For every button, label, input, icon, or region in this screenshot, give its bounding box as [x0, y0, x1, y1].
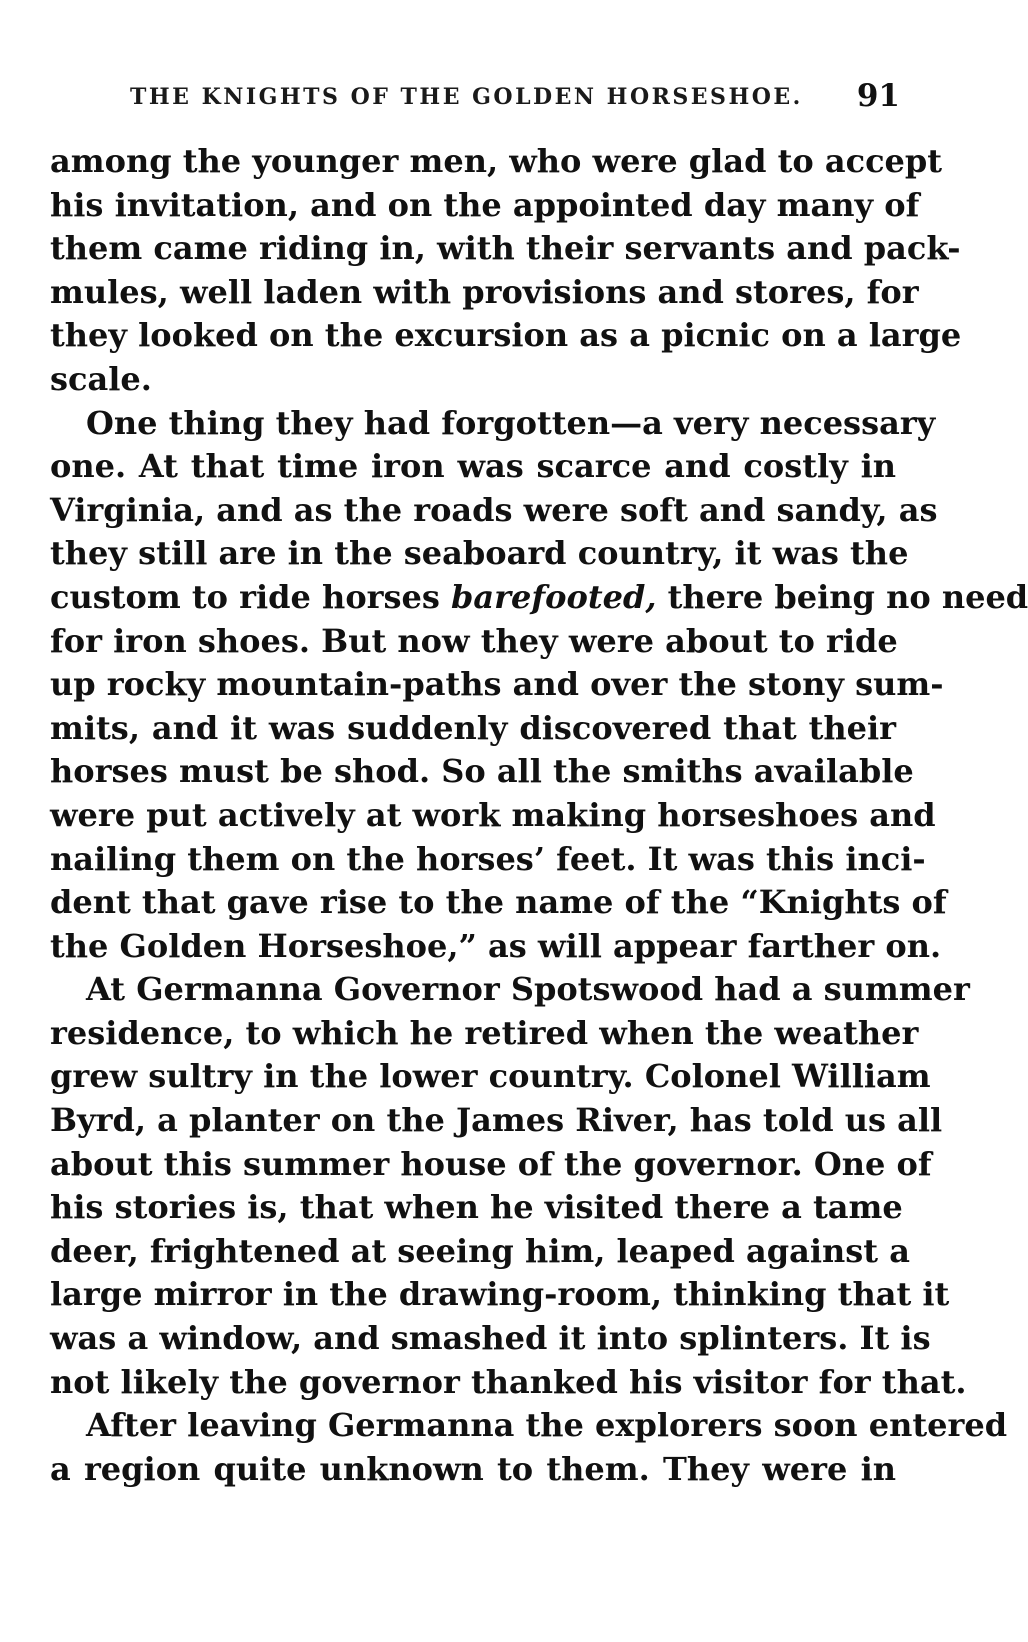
text-line: up rocky mountain-paths and over the stony sum-: [50, 665, 944, 704]
text-line: one. At that time iron was scarce and costly in: [50, 447, 896, 486]
running-header: [50, 78, 900, 118]
paragraph-first-line: At Germanna Governor Spotswood had a summer: [86, 970, 970, 1009]
text-line-with-italic: [50, 576, 1028, 620]
body-text: [50, 140, 1028, 1491]
text-line: a region quite unknown to them. They were in: [50, 1449, 896, 1488]
text-line: Virginia, and as the roads were soft and sandy, as: [50, 490, 938, 529]
text-line: mits, and it was suddenly discovered that their: [50, 708, 896, 747]
text-line: residence, to which he retired when the weather: [50, 1013, 919, 1052]
text-line: for iron shoes. But now they were about to ride: [50, 621, 898, 660]
text-line: scale.: [50, 359, 152, 398]
text-line: grew sultry in the lower country. Colonel William: [50, 1057, 931, 1096]
text-line: deer, frightened at seeing him, leaped against a: [50, 1231, 910, 1270]
paragraph-first-line: One thing they had forgotten—a very necessary: [86, 403, 936, 442]
text-line: they still are in the seaboard country, it was the: [50, 534, 909, 573]
text-line: his stories is, that when he visited there a tame: [50, 1188, 903, 1227]
text-line: them came riding in, with their servants and pack-: [50, 229, 961, 268]
text-line: his invitation, and on the appointed day many of: [50, 185, 920, 224]
page-number: 91: [856, 78, 900, 114]
text-line: large mirror in the drawing-room, thinking that it: [50, 1275, 950, 1314]
paragraph-first-line: After leaving Germanna the explorers soon entered: [86, 1406, 1008, 1445]
text-line: about this summer house of the governor. One of: [50, 1144, 932, 1183]
text-line: horses must be shod. So all the smiths available: [50, 752, 914, 791]
text-line: not likely the governor thanked his visitor for that.: [50, 1362, 967, 1401]
text-line: the Golden Horseshoe,” as will appear farther on.: [50, 926, 942, 965]
text-line: they looked on the excursion as a picnic on a large: [50, 316, 962, 355]
text-line: among the younger men, who were glad to accept: [50, 142, 943, 180]
italic-word: barefooted,: [451, 577, 657, 616]
text-line: were put actively at work making horseshoes and: [50, 795, 936, 834]
text-line: Byrd, a planter on the James River, has told us all: [50, 1101, 943, 1140]
text-segment: there being no need: [656, 577, 1028, 616]
text-line: dent that gave rise to the name of the “Knights of: [50, 883, 947, 922]
text-line: was a window, and smashed it into splinters. It is: [50, 1319, 931, 1358]
text-line: nailing them on the horses’ feet. It was this inci-: [50, 839, 926, 878]
running-title: THE KNIGHTS OF THE GOLDEN HORSESHOE.: [130, 84, 803, 110]
text-segment: custom to ride horses: [50, 577, 452, 616]
text-line: mules, well laden with provisions and stores, for: [50, 272, 919, 311]
